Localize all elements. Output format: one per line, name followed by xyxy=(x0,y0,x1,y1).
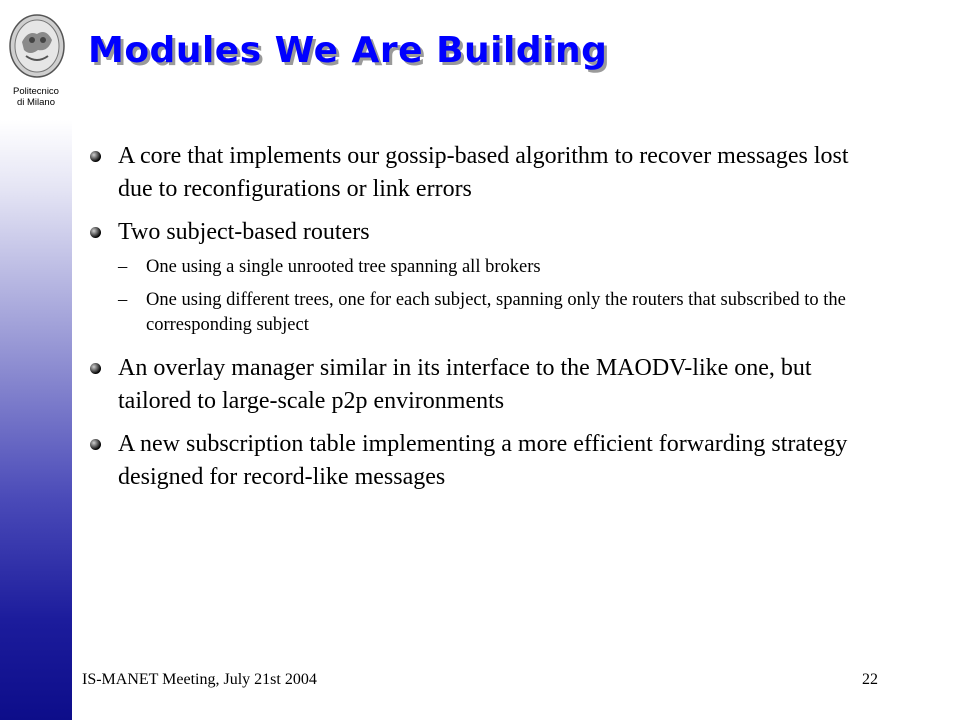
logo-caption-line1: Politecnico xyxy=(13,86,59,97)
sub-item-single-tree xyxy=(90,255,880,280)
bullet-dot-icon xyxy=(90,151,101,162)
footer-meeting-info: IS-MANET Meeting, July 21st 2004 xyxy=(82,671,317,688)
sidebar-gradient-bar xyxy=(0,0,72,720)
logo-caption-line2: di Milano xyxy=(16,97,56,108)
sub-item-different-trees xyxy=(90,288,880,338)
bullet-text: Two subject-based routers xyxy=(118,219,370,245)
slide-title: Modules We Are Building xyxy=(88,30,608,71)
sub-text: One using a single unrooted tree spanning all brokers xyxy=(146,257,541,277)
sub-text: One using different trees, one for each subject, spanning only the routers that subscribed to the corresponding subject xyxy=(146,290,846,335)
dash-icon: – xyxy=(118,290,128,310)
logo-caption xyxy=(0,86,72,108)
bullet-dot-icon xyxy=(90,363,101,374)
politecnico-seal-logo xyxy=(8,12,66,84)
bullet-text: An overlay manager similar in its interface to the MAODV-like one, but tailored to large-scale p2p environments xyxy=(118,355,812,414)
bullet-item-core xyxy=(90,140,880,206)
bullet-item-overlay-manager xyxy=(90,352,880,418)
slide-content xyxy=(90,140,880,494)
dash-icon: – xyxy=(118,257,128,277)
bullet-item-routers xyxy=(90,216,880,249)
bullet-dot-icon xyxy=(90,227,101,238)
bullet-text: A new subscription table implementing a more efficient forwarding strategy designed for record-like messages xyxy=(118,431,848,490)
bullet-item-subscription-table xyxy=(90,428,880,494)
footer-page-number: 22 xyxy=(862,671,878,688)
bullet-dot-icon xyxy=(90,439,101,450)
bullet-text: A core that implements our gossip-based algorithm to recover messages lost due to reconfigurations or link errors xyxy=(118,143,849,202)
